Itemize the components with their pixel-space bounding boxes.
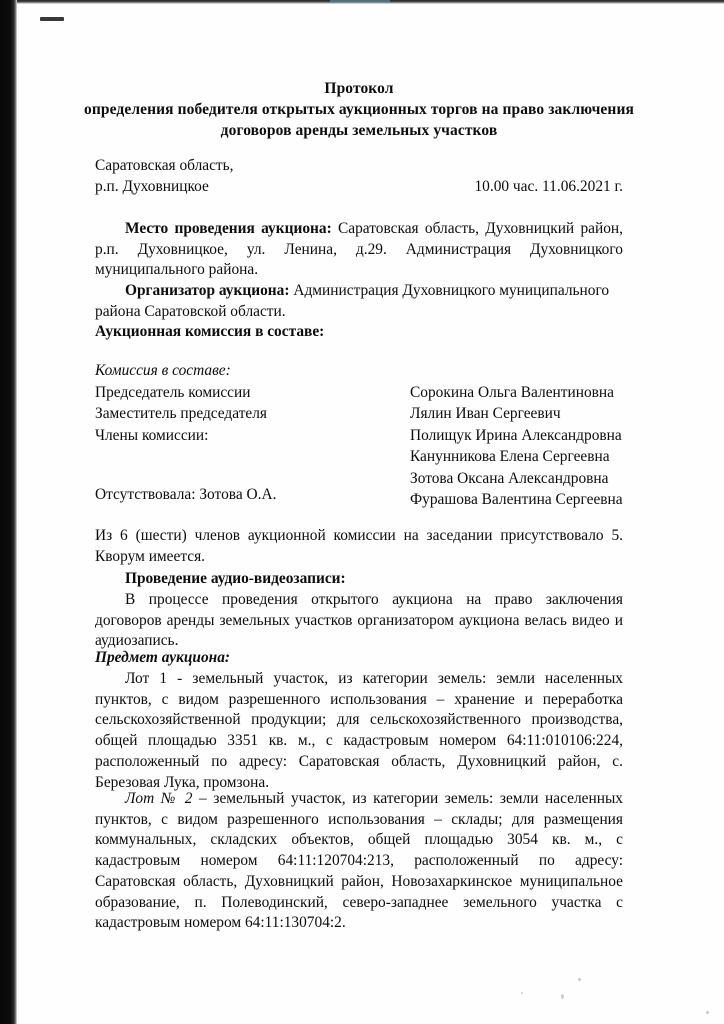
- venue-paragraph-text: [95, 219, 623, 281]
- commission-subheading: Комиссия в составе:: [95, 362, 231, 379]
- document-body: [84, 0, 634, 932]
- av-paragraph: [95, 590, 623, 652]
- commission-role-deputy: Заместитель председателя: [95, 405, 268, 422]
- lot-1-paragraph: [95, 669, 623, 793]
- organizer-paragraph: [95, 281, 623, 322]
- lot-1-text: Лот 1 - земельный участок, из категории земель: земли населенных пунктов, с видом разрешенного использования – хранение и переработка сельскохозяйственной продукции; для сельскохозяйственного производства, общей площадью 3351 кв. м., с кадастровым номером 64:11:010106:224, расположенный по адресу: Саратовская область, Духовницкий район, с. Березовая Лука, промзона.: [95, 670, 623, 791]
- commission-member-name: Зотова Оксана Александровна: [410, 469, 609, 487]
- commission-left-column: [95, 360, 395, 446]
- quorum-paragraph: [95, 526, 623, 567]
- venue-paragraph: [95, 219, 623, 281]
- settlement-label: р.п. Духовницкое: [95, 178, 209, 195]
- title-subtitle-line-1: определения победителя открытых аукционных торгов на право заключения: [84, 101, 634, 118]
- commission-member-name: Полищук Ирина Александровна: [410, 426, 622, 444]
- scan-left-edge-artifact: [0, 0, 17, 1024]
- av-heading: Проведение аудио-видеозаписи:: [125, 570, 346, 587]
- title-main: Протокол: [324, 80, 394, 97]
- time-date-label: 10.00 час. 11.06.2021 г.: [474, 178, 623, 195]
- subject-heading: Предмет аукциона:: [95, 649, 231, 666]
- scan-speck-artifact: [578, 978, 581, 981]
- settlement-row: [95, 176, 623, 197]
- quorum-paragraph-text: Из 6 (шести) членов аукционной комиссии на заседании присутствовало 5. Кворум имеется.: [95, 527, 623, 565]
- commission-role-members: Члены комиссии:: [95, 426, 209, 444]
- scan-speck-artifact: [706, 1011, 709, 1014]
- header-meta-block: [95, 155, 623, 197]
- scan-speck-artifact: [521, 992, 523, 994]
- scan-dash-mark-artifact: [40, 17, 64, 21]
- scan-speck-artifact: [561, 994, 564, 999]
- commission-role-chairman: Председатель комиссии: [95, 383, 251, 401]
- absent-line: Отсутствовала: Зотова О.А.: [95, 486, 277, 503]
- venue-text: Саратовская область, Духовницкий район, р.п. Духовницкое, ул. Ленина, д.29. Администрация Духовницкого муниципального района.: [95, 220, 623, 279]
- av-paragraph-text: В процессе проведения открытого аукциона на право заключения договоров аренды земельных участков организатором аукциона велась видео и аудиозапись.: [95, 591, 623, 650]
- region-line: Саратовская область,: [95, 157, 234, 174]
- commission-member-name: Лялин Иван Сергеевич: [410, 405, 561, 422]
- document-title: [84, 78, 634, 141]
- commission-member-name: Фурашова Валентина Сергеевна: [410, 491, 623, 508]
- lot-2-label: Лот № 2: [125, 790, 193, 807]
- commission-member-name: Канунникова Елена Сергеевна: [410, 448, 610, 465]
- commission-heading: Аукционная комиссия в составе:: [95, 323, 325, 340]
- organizer-paragraph-text: [95, 281, 623, 322]
- commission-member-name: Сорокина Ольга Валентиновна: [410, 383, 614, 401]
- organizer-label: Организатор аукциона:: [125, 282, 290, 299]
- lot-2-text: [95, 789, 623, 934]
- organizer-text: Администрация Духовницкого муниципального района Саратовской области.: [95, 282, 610, 320]
- venue-label: Место проведения аукциона:: [125, 220, 332, 237]
- title-subtitle-line-2: договоров аренды земельных участков: [220, 122, 498, 139]
- lot-2-paragraph: [95, 789, 623, 934]
- lot-2-body: – земельный участок, из категории земель: земли населенных пунктов, с видом разрешенного использования – склады; для размещения коммунальных, складских объектов, общей площадью 3054 кв. м., с кадастровым номером 64:11:120704:213, расположенный по адресу: Саратовская область, Духовницкий район, Новозахаркинское муниципальное образование, п. Полеводинский, северо-западнее земельного участка с кадастровым номером 64:11:130704:2.: [95, 790, 623, 932]
